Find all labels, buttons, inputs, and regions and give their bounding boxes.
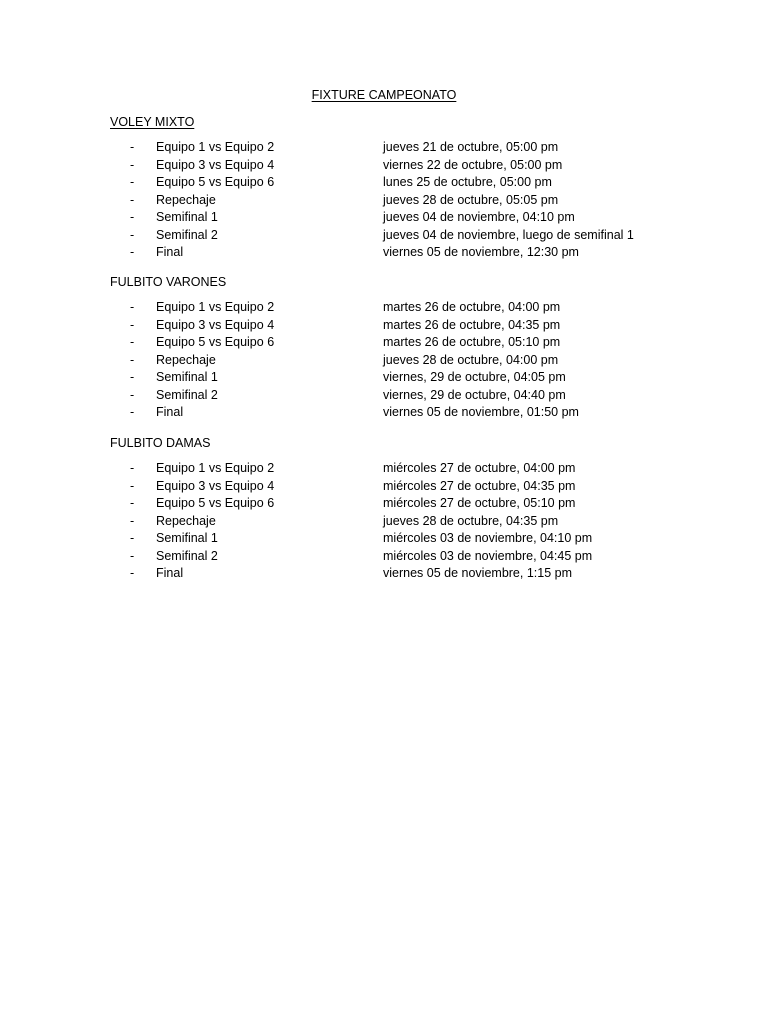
match-date: martes 26 de octubre, 04:35 pm xyxy=(383,317,561,332)
match-name: Repechaje xyxy=(156,513,216,528)
match-name: Equipo 3 vs Equipo 4 xyxy=(156,317,275,332)
section-fulbito-damas xyxy=(110,434,710,583)
section-title: FULBITO DAMAS xyxy=(110,436,211,450)
match-date: miércoles 27 de octubre, 04:00 pm xyxy=(383,461,576,475)
list-bullet: - xyxy=(130,405,135,419)
list-bullet: - xyxy=(130,461,135,475)
match-name: Final xyxy=(156,405,184,419)
match-name: Semifinal 1 xyxy=(156,531,218,545)
section-voley-mixto xyxy=(110,113,710,262)
list-bullet: - xyxy=(130,175,135,189)
match-name: Semifinal 2 xyxy=(156,227,218,242)
match-date: jueves 28 de octubre, 04:35 pm xyxy=(383,513,559,528)
match-name: Equipo 1 vs Equipo 2 xyxy=(156,461,275,475)
section-title: VOLEY MIXTO xyxy=(110,115,195,129)
match-date: viernes, 29 de octubre, 04:05 pm xyxy=(383,370,566,384)
match-row xyxy=(110,299,710,317)
match-row xyxy=(110,565,710,583)
list-bullet: - xyxy=(130,531,135,545)
list-bullet: - xyxy=(130,335,135,349)
match-name: Equipo 3 vs Equipo 4 xyxy=(156,157,275,172)
match-date: miércoles 27 de octubre, 05:10 pm xyxy=(383,496,576,510)
match-date: miércoles 27 de octubre, 04:35 pm xyxy=(383,478,576,493)
list-bullet: - xyxy=(130,387,135,402)
match-row xyxy=(110,530,710,548)
match-date: viernes, 29 de octubre, 04:40 pm xyxy=(383,387,566,402)
match-date: jueves 04 de noviembre, luego de semifinal 1 xyxy=(383,227,634,242)
list-bullet: - xyxy=(130,548,135,563)
list-bullet: - xyxy=(130,352,135,367)
match-date: lunes 25 de octubre, 05:00 pm xyxy=(383,175,552,189)
match-name: Equipo 1 vs Equipo 2 xyxy=(156,300,275,314)
list-bullet: - xyxy=(130,157,135,172)
match-date: jueves 04 de noviembre, 04:10 pm xyxy=(383,210,575,224)
match-row xyxy=(110,139,710,157)
match-date: jueves 28 de octubre, 04:00 pm xyxy=(383,352,559,367)
match-list xyxy=(110,139,710,262)
match-list xyxy=(110,299,710,422)
match-row xyxy=(110,192,710,210)
match-name: Equipo 3 vs Equipo 4 xyxy=(156,478,275,493)
list-bullet: - xyxy=(130,140,135,154)
match-name: Repechaje xyxy=(156,352,216,367)
match-name: Repechaje xyxy=(156,192,216,207)
match-date: viernes 05 de noviembre, 1:15 pm xyxy=(383,566,572,580)
match-name: Semifinal 1 xyxy=(156,370,218,384)
section-fulbito-varones xyxy=(110,273,710,422)
list-bullet: - xyxy=(130,300,135,314)
list-bullet: - xyxy=(130,192,135,207)
match-date: jueves 21 de octubre, 05:00 pm xyxy=(383,140,559,154)
list-bullet: - xyxy=(130,210,135,224)
match-name: Equipo 5 vs Equipo 6 xyxy=(156,496,275,510)
match-row xyxy=(110,317,710,335)
page-title: FIXTURE CAMPEONATO xyxy=(311,88,457,102)
match-row xyxy=(110,227,710,245)
match-row xyxy=(110,157,710,175)
match-name: Equipo 5 vs Equipo 6 xyxy=(156,175,275,189)
match-row xyxy=(110,244,710,262)
match-date: martes 26 de octubre, 05:10 pm xyxy=(383,335,561,349)
match-date: miércoles 03 de noviembre, 04:45 pm xyxy=(383,548,593,563)
match-list xyxy=(110,460,710,583)
match-date: martes 26 de octubre, 04:00 pm xyxy=(383,300,561,314)
match-row xyxy=(110,352,710,370)
match-row xyxy=(110,404,710,422)
match-name: Equipo 1 vs Equipo 2 xyxy=(156,140,275,154)
list-bullet: - xyxy=(130,496,135,510)
list-bullet: - xyxy=(130,370,135,384)
match-name: Semifinal 1 xyxy=(156,210,218,224)
list-bullet: - xyxy=(130,245,135,259)
match-row xyxy=(110,174,710,192)
match-date: miércoles 03 de noviembre, 04:10 pm xyxy=(383,531,593,545)
match-date: viernes 05 de noviembre, 01:50 pm xyxy=(383,405,579,419)
match-row xyxy=(110,513,710,531)
match-row xyxy=(110,209,710,227)
match-row xyxy=(110,495,710,513)
list-bullet: - xyxy=(130,566,135,580)
match-row xyxy=(110,460,710,478)
list-bullet: - xyxy=(130,513,135,528)
match-date: viernes 05 de noviembre, 12:30 pm xyxy=(383,245,579,259)
match-row xyxy=(110,387,710,405)
match-row xyxy=(110,548,710,566)
list-bullet: - xyxy=(130,317,135,332)
match-date: jueves 28 de octubre, 05:05 pm xyxy=(383,192,559,207)
match-name: Final xyxy=(156,245,184,259)
list-bullet: - xyxy=(130,227,135,242)
match-name: Equipo 5 vs Equipo 6 xyxy=(156,335,275,349)
section-title: FULBITO VARONES xyxy=(110,275,227,289)
match-row xyxy=(110,369,710,387)
match-name: Semifinal 2 xyxy=(156,548,218,563)
list-bullet: - xyxy=(130,478,135,493)
match-row xyxy=(110,478,710,496)
match-name: Final xyxy=(156,566,184,580)
match-date: viernes 22 de octubre, 05:00 pm xyxy=(383,157,563,172)
match-name: Semifinal 2 xyxy=(156,387,218,402)
match-row xyxy=(110,334,710,352)
